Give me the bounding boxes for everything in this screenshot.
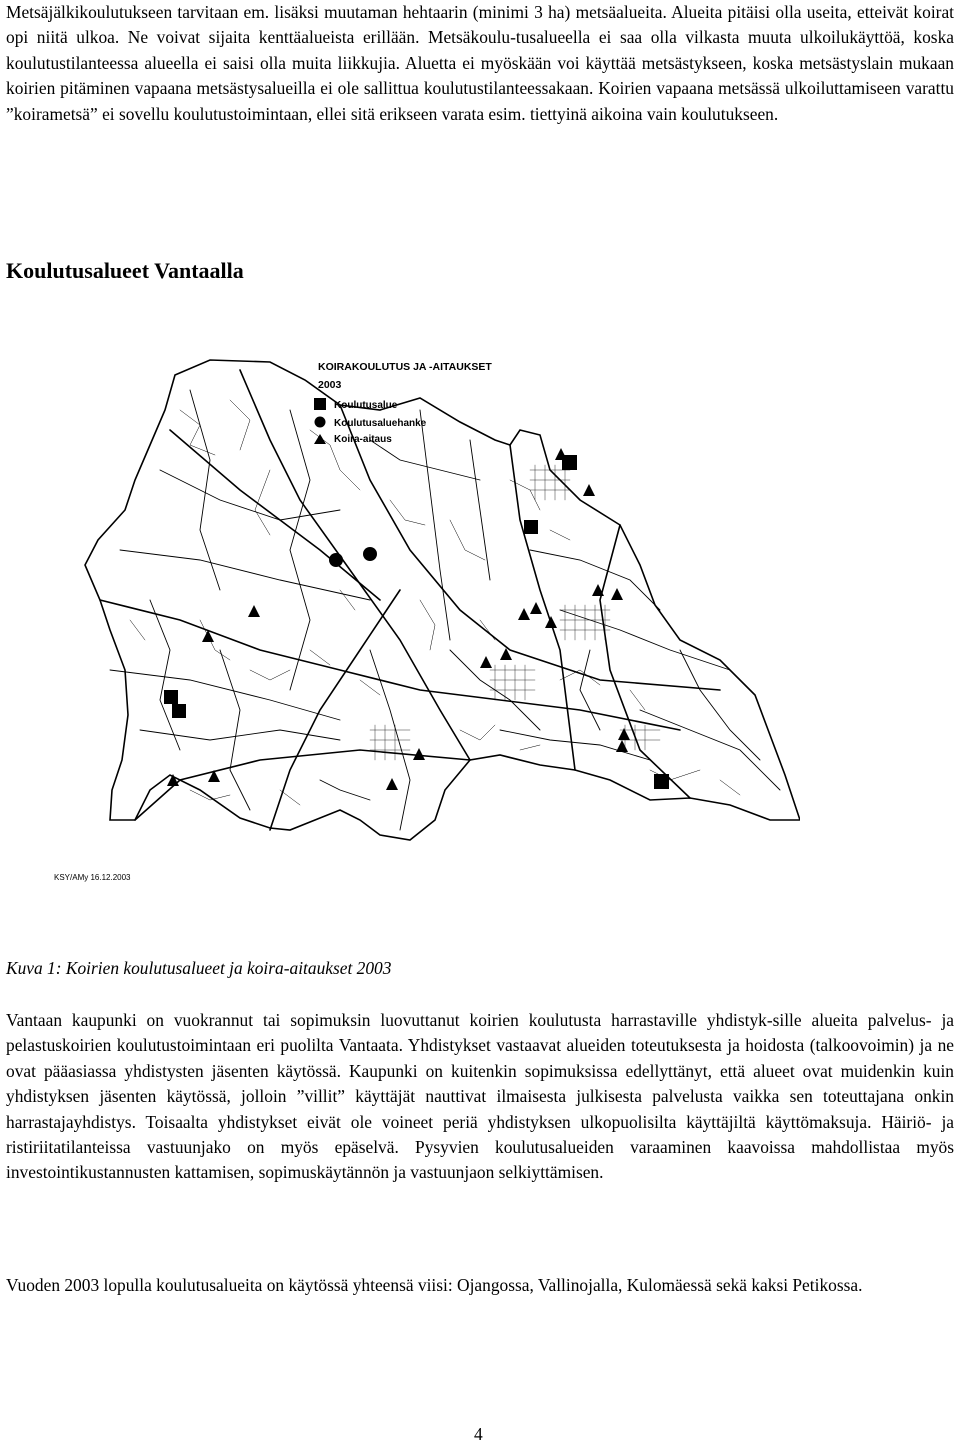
page-number: 4 [474,1424,483,1444]
training-area-project-marker [363,547,377,561]
map-credit: KSY/AMy 16.12.2003 [54,873,131,882]
training-area-marker [524,520,538,534]
dog-park-marker [480,656,492,668]
dog-park-marker [611,588,623,600]
dog-park-marker [530,602,542,614]
dog-park-marker [413,748,425,760]
legend-title-line1: KOIRAKOULUTUS JA -AITAUKSET [318,361,492,373]
square-marker-icon [314,398,326,410]
legend-title-line2: 2003 [318,379,342,391]
training-area-marker [164,690,178,704]
training-area-marker [654,774,669,789]
legend-item-koulutusalue: Koulutusalue [334,400,398,411]
road-network [100,370,780,830]
dog-park-marker [555,448,567,460]
triangle-marker-icon [314,434,326,444]
legend-item-koulutusaluehanke: Koulutusaluehanke [334,418,427,429]
vantaa-map [40,350,800,895]
intro-paragraph: Metsäjälkikoulutukseen tarvitaan em. lisäksi muutaman hehtaarin (minimi 3 ha) metsäalueita. Alueita pitäisi olla useita, etteivät koirat opi niitä ulkoa. Ne voivat sijaita kenttäalueista erillään. Metsäkoulu-tusalueella ei saa olla vilkasta muuta ulkoilukäyttöä, koska koulutustilanteessa alueella ei saisi olla muita liikkujia. Aluetta ei myöskään voi käyttää metsästykseen, koska metsästyslain mukaan koirien pitäminen vapaana metsästysalueilla ei ole sallittua koulutustilanteessakaan. Koirien vapaana metsässä ulkoiluttamiseen varattu ”koirametsä” ei sovellu koulutustoimintaan, ellei sitä erikseen varata esim. tiettyinä aikoina vain koulutukseen. [6,2,954,124]
dog-park-marker [386,778,398,790]
training-area-project-marker [329,553,343,567]
section-heading: Koulutusalueet Vantaalla [6,258,244,283]
closing-paragraph: Vuoden 2003 lopulla koulutusalueita on käytössä yhteensä viisi: Ojangossa, Vallinojalla, Kulomäessä sekä kaksi Petikossa. [6,1275,863,1295]
city-boundary [85,360,800,840]
dog-park-marker [248,605,260,617]
legend-item-koira-aitaus: Koira-aitaus [334,434,392,445]
body-paragraph: Vantaan kaupunki on vuokrannut tai sopimuksin luovuttanut koirien koulutusta harrastaville yhdistyk-sille alueita palvelus- ja pelastuskoirien koulutustoimintaan eri puolilta Vantaata. Yhdistykset vastaavat alueiden toteutuksesta ja hoidosta (talkoovoimin) ja ne ovat pääasiassa yhdistysten jäsenten käytössä. Kaupunki on kuitenkin sopimuksissa edellyttänyt, että alueet ovat muidenkin kuin yhdistyksen jäsenten käytössä, jolloin ”villit” käyttäjät nauttivat ilmaisesta julkisesta palvelusta vaikka sen toteuttajana onkin harrastajayhdistys. Toisaalta yhdistykset eivät ole voineet periä yhdistyksen ulkopuolisilta käyttäjiltä käyttömaksuja. Häiriö- ja ristiriitatilanteissa vastuunjako on myös epäselvä. Pysyvien koulutusalueiden varaaminen kaavoissa mahdollistaa myös investointikustannusten kattamisen, sopimuskäytännön ja vastuunjaon selkiyttämisen. [6,1010,954,1183]
dog-park-marker [583,484,595,496]
circle-marker-icon [315,417,326,428]
map-markers [164,448,669,790]
vantaa-map-figure [40,350,800,895]
training-area-marker [172,704,186,718]
dog-park-marker [616,740,628,752]
dog-park-marker [518,608,530,620]
figure-caption: Kuva 1: Koirien koulutusalueet ja koira-aitaukset 2003 [6,958,392,978]
dog-park-marker [545,616,557,628]
